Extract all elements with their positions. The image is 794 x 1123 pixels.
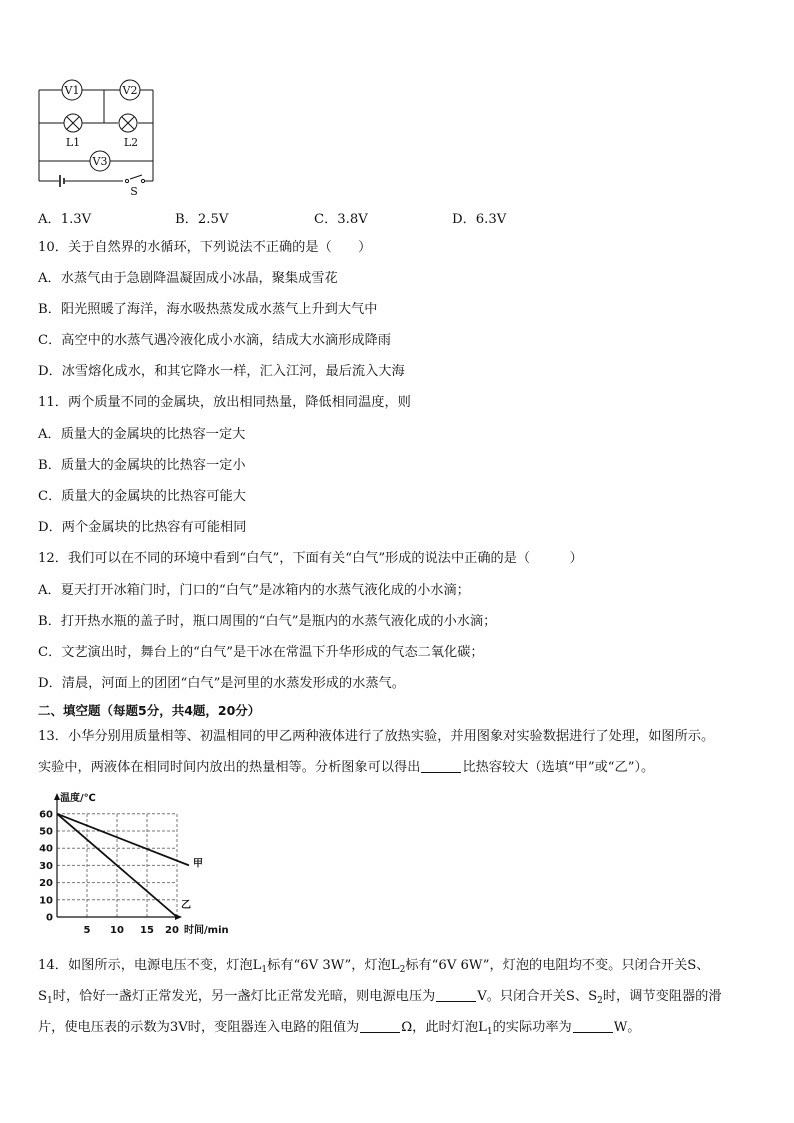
q14-line1 (38, 957, 710, 975)
series-label-2: 乙 (181, 900, 191, 911)
q12-option-a: A．夏天打开冰箱门时，门口的“白气”是冰箱内的水蒸气液化成的小水滴； (38, 583, 470, 598)
q9-option-c: C．3.8V (314, 212, 368, 227)
q10-option-b: B．阳光照暖了海洋，海水吸热蒸发成水蒸气上升到大气中 (38, 302, 378, 317)
q11-option-c: C．质量大的金属块的比热容可能大 (38, 489, 246, 504)
q14-l1-text-c: 标有“6V 6W”，灯泡的电阻均不变。只闭合开关S、 (405, 958, 710, 973)
q14-l1-sub-2: 2 (399, 965, 406, 975)
answer-blank (436, 989, 476, 1002)
lamp-l1-icon (64, 114, 82, 132)
y-tick-label: 30 (39, 860, 53, 872)
y-tick-label: 20 (39, 878, 53, 890)
q14-l1-text-a: 14．如图所示，电源电压不变，灯泡L (38, 958, 262, 973)
q10-option-c: C．高空中的水蒸气遇冷液化成小水滴，结成大水滴形成降雨 (38, 333, 391, 348)
voltmeter-v1-label: V1 (64, 84, 80, 97)
q14-l2-sub-2: 2 (597, 996, 603, 1006)
y-tick-label: 10 (39, 895, 53, 907)
q14-l3-text-c: 的实际功率为 (492, 1020, 572, 1035)
q9-option-a: A．1.3V (38, 212, 92, 227)
voltmeter-v3 (90, 151, 110, 171)
q12-option-c: C．文艺演出时，舞台上的“白气”是干冰在常温下升华形成的气态二氧化碳； (38, 645, 484, 660)
q14-l2-text-c: V。只闭合开关S、S (477, 989, 598, 1004)
y-tick-label: 50 (39, 826, 53, 838)
q9-option-d: D．6.3V (452, 212, 507, 227)
y-tick-label: 0 (46, 912, 53, 924)
voltmeter-v1 (62, 80, 82, 100)
q10-stem: 10．关于自然界的水循环，下列说法不正确的是（ ） (38, 240, 372, 255)
q13-line2-text-b: 比热容较大（选填“甲”或“乙”）。 (462, 760, 655, 775)
x-tick-label: 10 (110, 925, 124, 936)
q11-option-d: D．两个金属块的比热容有可能相同 (38, 520, 247, 535)
q13-line2 (38, 759, 654, 777)
switch-s-label: S (130, 185, 138, 198)
q14-line3 (38, 1019, 640, 1037)
voltmeter-v2 (120, 80, 140, 100)
q13-line1: 13．小华分别用质量相等、初温相同的甲乙两种液体进行了放热实验，并用图象对实验数据进行了处理，如图所示。 (38, 729, 715, 744)
q13-line2-text-a: 实验中，两液体在相同时间内放出的热量相等。分析图象可以得出 (38, 760, 421, 775)
voltmeter-v3-label: V3 (92, 155, 108, 168)
lamp-l1-label: L1 (65, 136, 81, 149)
q14-l3-text-d: W。 (613, 1020, 641, 1035)
q14-line2 (38, 988, 722, 1006)
q11-stem: 11．两个质量不同的金属块，放出相同热量，降低相同温度，则 (38, 395, 411, 410)
q14-l3-sub-1: 1 (486, 1027, 493, 1037)
x-tick-label: 15 (140, 925, 154, 936)
q9-options (38, 208, 598, 226)
q12-option-d: D．清晨，河面上的团团“白气”是河里的水蒸发形成的水蒸气。 (38, 676, 405, 691)
q14-l2-text-b: 时，恰好一盏灯正常发光，另一盏灯比正常发光暗，则电源电压为 (52, 989, 436, 1004)
section-heading: 二、填空题（每题5分，共4题，20分） (38, 703, 261, 718)
y-tick-label: 60 (39, 809, 53, 821)
q10-option-a: A．水蒸气由于急剧降温凝固成小冰晶，聚集成雪花 (38, 271, 338, 286)
q9-option-b: B．2.5V (175, 212, 229, 227)
x-axis-label: 时间/min (184, 925, 229, 936)
q11-option-a: A．质量大的金属块的比热容一定大 (38, 427, 246, 442)
x-tick-label: 20 (165, 925, 179, 936)
x-tick-label: 5 (83, 925, 91, 936)
q14-l3-text-a: 片，使电压表的示数为3V时，变阻器连入电路的阻值为 (38, 1020, 360, 1035)
answer-blank (360, 1020, 400, 1033)
q14-l1-text-b: 标有“6V 3W”，灯泡L (267, 958, 400, 973)
q12-stem: 12．我们可以在不同的环境中看到“白气”，下面有关“白气”形成的说法中正确的是（ ） (38, 551, 583, 566)
q10-option-d: D．冰雪熔化成水，和其它降水一样，汇入江河，最后流入大海 (38, 364, 405, 379)
series-label-1: 甲 (193, 858, 203, 870)
answer-blank (573, 1020, 613, 1033)
q14-l1-sub-1: 1 (261, 965, 268, 975)
q14-l2-sub-1: 1 (47, 996, 53, 1006)
q14-l2-text-d: 时，调节变阻器的滑 (602, 989, 722, 1004)
temperature-time-chart (30, 790, 245, 950)
circuit-diagram (34, 78, 164, 198)
y-tick-label: 40 (39, 843, 53, 855)
q14-l2-text-a: S (38, 989, 48, 1004)
voltmeter-v2-label: V2 (122, 84, 138, 97)
q14-l3-text-b: Ω，此时灯泡L (401, 1020, 487, 1035)
lamp-l2-label: L2 (123, 136, 139, 149)
y-axis-label: 温度/℃ (60, 793, 96, 804)
series-line-1 (57, 814, 189, 866)
lamp-l2-icon (119, 114, 137, 132)
answer-blank (421, 760, 461, 773)
q11-option-b: B．质量大的金属块的比热容一定小 (38, 458, 246, 473)
q12-option-b: B．打开热水瓶的盖子时，瓶口周围的“白气”是瓶内的水蒸气液化成的小水滴； (38, 614, 497, 629)
